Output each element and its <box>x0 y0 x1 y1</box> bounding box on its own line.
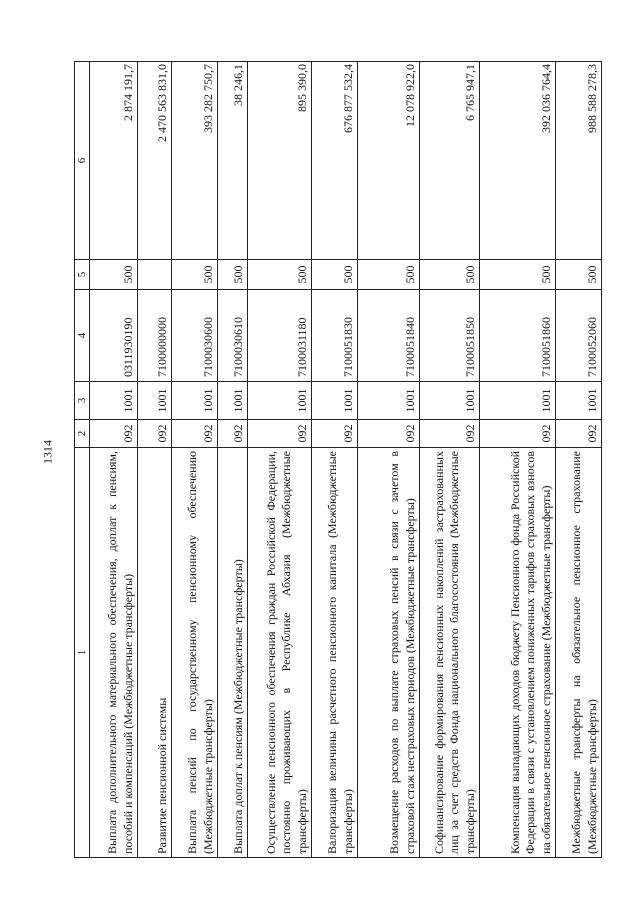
row-csr: 7100000000 <box>138 290 172 382</box>
row-vr: 500 <box>420 260 480 290</box>
row-rz: 1001 <box>218 382 248 420</box>
row-rz: 1001 <box>172 382 218 420</box>
table-row <box>138 62 172 858</box>
row-sum: 988 588 278,3 <box>556 62 602 260</box>
row-name: Компенсация выпадающих доходов бюджету Пенсионного фонда Российской Федерации в связи с установлением пониженных тарифов страховых взносов на обязательное пенсионное страхование (Межбюджетные трансферты) <box>480 448 556 858</box>
row-csr: 7100051830 <box>312 290 358 382</box>
row-sum: 12 078 922,0 <box>358 62 420 260</box>
row-vr: 500 <box>218 260 248 290</box>
row-sum: 393 282 750,7 <box>172 62 218 260</box>
row-rz: 1001 <box>480 382 556 420</box>
row-gv: 092 <box>358 420 420 448</box>
row-rz: 1001 <box>138 382 172 420</box>
row-name: Валоризация величины расчетного пенсионного капитала (Межбюджетные трансферты) <box>312 448 358 858</box>
row-csr: 7100051860 <box>480 290 556 382</box>
row-name: Софинансирование формирования пенсионных накоплений застрахованных лиц за счет средств Фонда национального благосостояния (Межбюджетные трансферты) <box>420 448 480 858</box>
page-number-text: 1314 <box>40 440 55 464</box>
row-vr: 500 <box>172 260 218 290</box>
row-vr: 500 <box>90 260 138 290</box>
row-sum: 2 470 563 831,0 <box>138 62 172 260</box>
header-row <box>75 62 90 858</box>
row-vr: 500 <box>480 260 556 290</box>
row-gv: 092 <box>218 420 248 448</box>
row-name: Развитие пенсионной системы <box>138 448 172 858</box>
row-name: Выплата доплат к пенсиям (Межбюджетные трансферты) <box>218 448 248 858</box>
table-row <box>556 62 602 858</box>
row-csr: 7100051840 <box>358 290 420 382</box>
table-row <box>218 62 248 858</box>
document-sheet <box>74 62 599 858</box>
row-vr: 500 <box>248 260 312 290</box>
column-header: 5 <box>75 260 90 290</box>
row-gv: 092 <box>420 420 480 448</box>
row-sum: 392 036 764,4 <box>480 62 556 260</box>
column-header: 2 <box>75 420 90 448</box>
table-row <box>172 62 218 858</box>
table-row <box>358 62 420 858</box>
row-gv: 092 <box>480 420 556 448</box>
row-sum: 6 765 947,1 <box>420 62 480 260</box>
row-rz: 1001 <box>420 382 480 420</box>
row-rz: 1001 <box>312 382 358 420</box>
table-row <box>312 62 358 858</box>
row-sum: 2 874 191,7 <box>90 62 138 260</box>
row-gv: 092 <box>248 420 312 448</box>
column-header: 6 <box>75 62 90 260</box>
row-csr: 7100051850 <box>420 290 480 382</box>
row-csr: 7100052060 <box>556 290 602 382</box>
column-header: 4 <box>75 290 90 382</box>
row-csr: 0311930190 <box>90 290 138 382</box>
row-sum: 895 390,0 <box>248 62 312 260</box>
row-rz: 1001 <box>358 382 420 420</box>
row-vr <box>138 260 172 290</box>
row-sum: 38 246,1 <box>218 62 248 260</box>
column-header: 3 <box>75 382 90 420</box>
row-gv: 092 <box>138 420 172 448</box>
row-gv: 092 <box>90 420 138 448</box>
row-csr: 7100030600 <box>172 290 218 382</box>
row-gv: 092 <box>172 420 218 448</box>
row-vr: 500 <box>556 260 602 290</box>
row-name: Межбюджетные трансферты на обязательное пенсионное страхование (Межбюджетные трансферты) <box>556 448 602 858</box>
table-row <box>420 62 480 858</box>
row-csr: 7100030610 <box>218 290 248 382</box>
table-row <box>248 62 312 858</box>
row-name: Выплата пенсий по государственному пенсионному обеспечению (Межбюджетные трансферты) <box>172 448 218 858</box>
rotated-table-wrapper <box>74 62 599 858</box>
row-name: Осуществление пенсионного обеспечения граждан Российской Федерации, постоянно проживающих в Республике Абхазия (Межбюджетные трансферты) <box>248 448 312 858</box>
row-gv: 092 <box>312 420 358 448</box>
budget-table <box>74 61 602 858</box>
row-vr: 500 <box>358 260 420 290</box>
row-rz: 1001 <box>90 382 138 420</box>
row-rz: 1001 <box>248 382 312 420</box>
table-row <box>480 62 556 858</box>
row-rz: 1001 <box>556 382 602 420</box>
row-csr: 7100031180 <box>248 290 312 382</box>
row-name: Выплата дополнительного материального обеспечения, доплат к пенсиям, пособий и компенсаций (Межбюджетные трансферты) <box>90 448 138 858</box>
table-row <box>90 62 138 858</box>
row-gv: 092 <box>556 420 602 448</box>
row-vr: 500 <box>312 260 358 290</box>
column-header: 1 <box>75 448 90 858</box>
row-sum: 676 877 532,4 <box>312 62 358 260</box>
row-name: Возмещение расходов по выплате страховых пенсий в связи с зачетом в страховой стаж нестраховых периодов (Межбюджетные трансферты) <box>358 448 420 858</box>
